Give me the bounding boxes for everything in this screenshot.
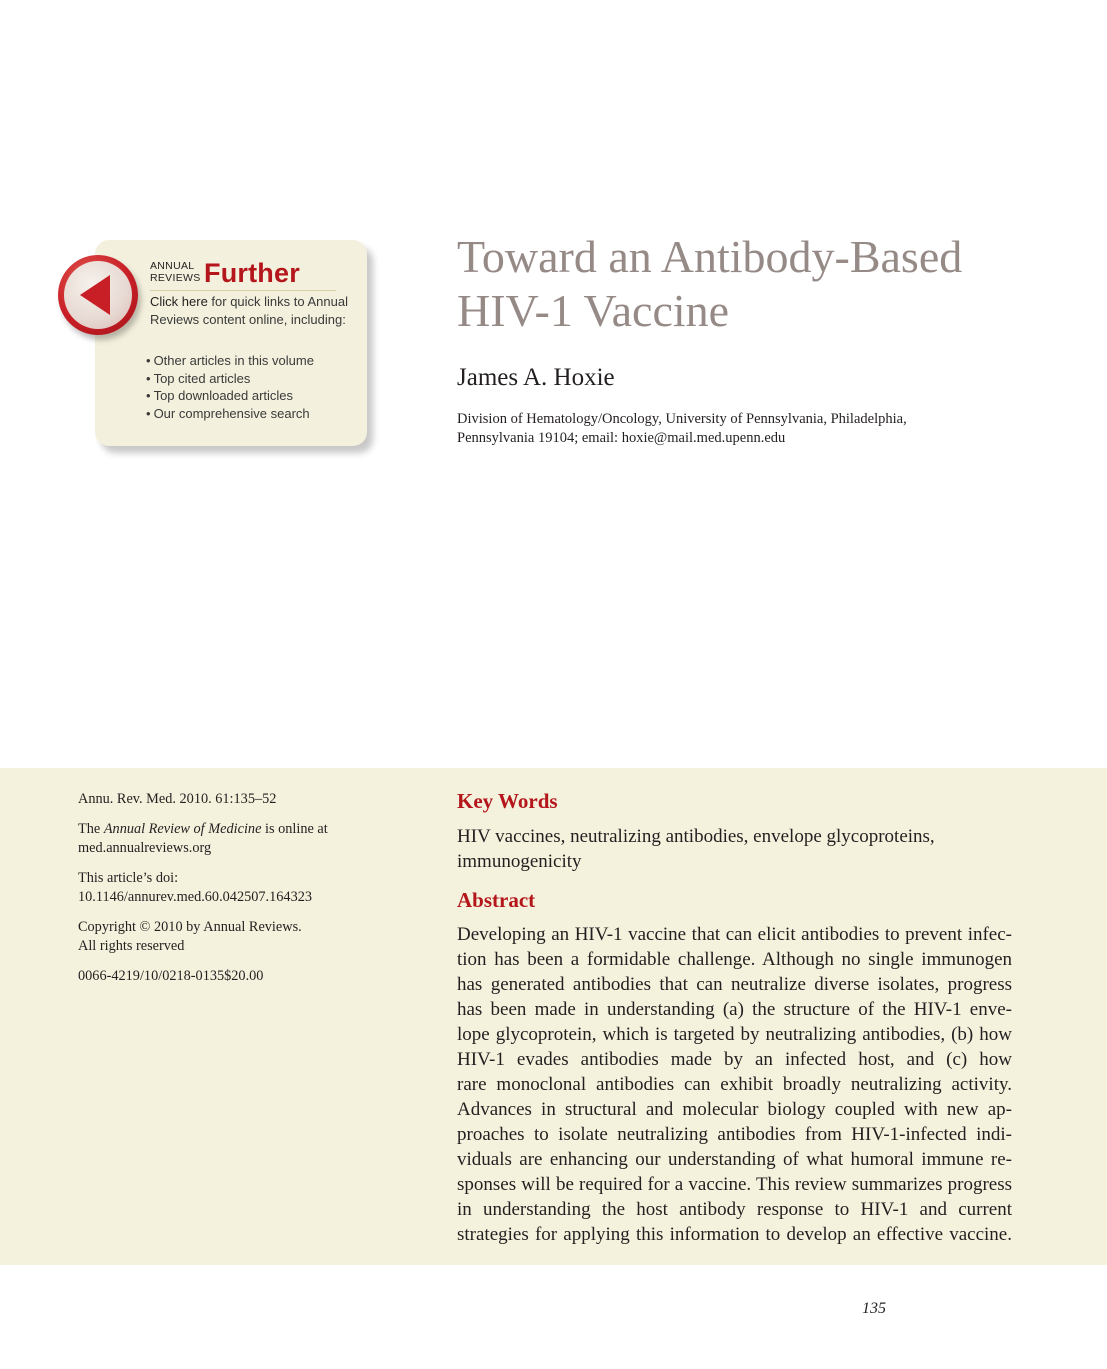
abstract-line: strategies for applying this information to develop an effective vaccine. (457, 1224, 1012, 1245)
online-pre: The (78, 821, 104, 837)
page-number: 135 (862, 1300, 886, 1317)
affiliation-line-2: Pennsylvania 19104; email: hoxie@mail.med.upenn.edu (457, 430, 786, 446)
abstract-line: rare monoclonal antibodies can exhibit broadly neutralizing activity. (457, 1074, 1012, 1095)
brand-line-reviews: REVIEWS (150, 272, 201, 284)
abstract-text (457, 922, 1012, 1247)
affiliation-line-1: Division of Hematology/Oncology, University of Pennsylvania, Philadelphia, (457, 411, 907, 427)
click-here-link[interactable]: Click here (150, 294, 208, 309)
brand-text (150, 260, 210, 284)
copyright: Copyright © 2010 by Annual Reviews. (78, 919, 302, 935)
keywords-text (457, 824, 1017, 874)
abstract-heading: Abstract (457, 888, 536, 912)
abstract-line: has generated antibodies that can neutralize diverse isolates, progress (457, 974, 1012, 995)
back-arrow-icon[interactable] (58, 255, 138, 335)
abstract-line: tion has been a formidable challenge. Although no single immunogen (457, 949, 1012, 970)
abstract-line: lope glycoprotein, which is targeted by neutralizing antibodies, (b) how (457, 1024, 1012, 1045)
abstract-line: in understanding the host antibody response to HIV-1 and current (457, 1199, 1012, 1220)
keywords-line-1: HIV vaccines, neutralizing antibodies, envelope glycoproteins, (457, 826, 935, 847)
further-link-search[interactable]: • Our comprehensive search (146, 405, 356, 423)
rights: All rights reserved (78, 938, 185, 954)
doi-block (78, 869, 388, 907)
title-line-2: HIV-1 Vaccine (457, 285, 730, 336)
article-metadata (78, 790, 388, 997)
further-link-top-cited[interactable]: • Top cited articles (146, 370, 356, 388)
further-label: Further (204, 258, 300, 288)
abstract-line: has been made in understanding (a) the structure of the HIV-1 enve- (457, 999, 1012, 1020)
author-name: James A. Hoxie (457, 364, 615, 391)
citation: Annu. Rev. Med. 2010. 61:135–52 (78, 791, 277, 807)
doi-value[interactable]: 10.1146/annurev.med.60.042507.164323 (78, 889, 313, 905)
title-line-1: Toward an Antibody-Based (457, 231, 963, 282)
abstract-line: Advances in structural and molecular biology coupled with new ap- (457, 1099, 1012, 1120)
issn: 0066-4219/10/0218-0135$20.00 (78, 968, 264, 984)
further-link-top-downloaded[interactable]: • Top downloaded articles (146, 387, 356, 405)
further-link-other-articles[interactable]: • Other articles in this volume (146, 352, 356, 370)
annual-reviews-logo (150, 258, 350, 292)
journal-name: Annual Review of Medicine (103, 821, 262, 837)
abstract-line: proaches to isolate neutralizing antibodies from HIV-1-infected indi- (457, 1124, 1012, 1145)
abstract-line: sponses will be required for a vaccine. This review summarizes progress (457, 1174, 1012, 1195)
further-divider (150, 290, 336, 291)
copyright-block (78, 918, 388, 956)
article-title (457, 230, 1077, 338)
online-availability (78, 820, 388, 858)
keywords-line-2: immunogenicity (457, 851, 582, 872)
further-intro-text: for quick links to Annual Reviews content online, including: (150, 294, 348, 327)
further-intro (150, 293, 350, 329)
further-links (146, 352, 356, 422)
abstract-line: HIV-1 evades antibodies made by an infected host, and (c) how (457, 1049, 1012, 1070)
abstract-line: Developing an HIV-1 vaccine that can elicit antibodies to prevent infec- (457, 924, 1012, 945)
doi-label: This article’s doi: (78, 870, 179, 886)
online-post: is online at (261, 821, 328, 837)
journal-url[interactable]: med.annualreviews.org (78, 840, 212, 856)
abstract-line: viduals are enhancing our understanding of what humoral immune re- (457, 1149, 1012, 1170)
brand-line-annual: ANNUAL (150, 260, 195, 272)
keywords-heading: Key Words (457, 789, 558, 813)
author-affiliation (457, 410, 977, 448)
